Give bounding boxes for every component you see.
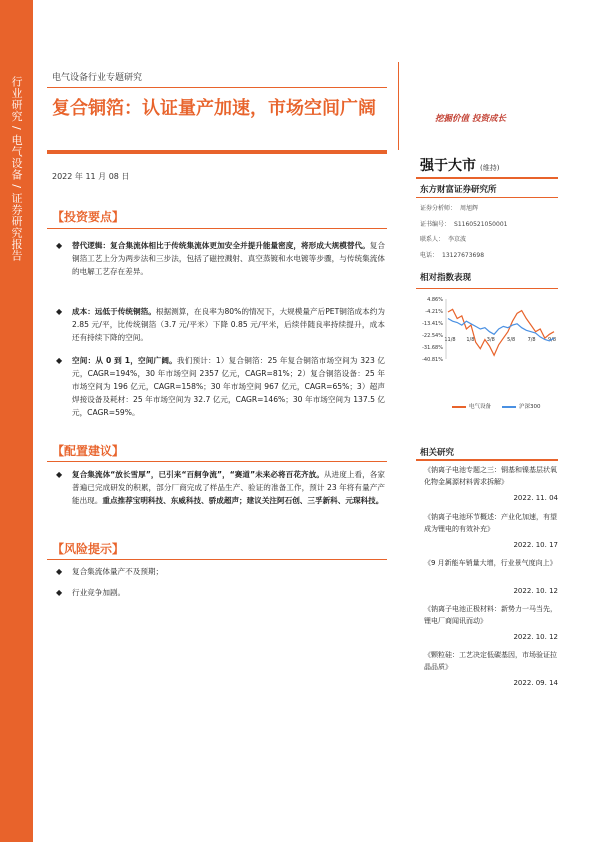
legend-label: 沪深300	[519, 404, 541, 410]
sidebar-band	[0, 0, 33, 842]
related-report-title[interactable]: 《颗粒硅：工艺决定低碳基因，市场验证拉晶品质》	[424, 651, 557, 671]
y-tick-label: -4.21%	[425, 309, 443, 315]
section-divider	[47, 461, 387, 462]
research-institute: 东方财富证券研究所	[420, 185, 497, 195]
legend-swatch	[452, 406, 466, 408]
x-tick-label: 7/8	[527, 337, 536, 343]
x-tick-label: 5/8	[507, 337, 516, 343]
rating-status: (维持)	[480, 164, 500, 172]
related-report-date: 2022. 10. 17	[513, 541, 558, 549]
report-date: 2022 年 11 月 08 日	[52, 172, 130, 181]
legend-item	[502, 402, 541, 410]
related-report-title[interactable]: 《钠离子电池专题之三：铜基和镍基层状氧化物金属源材料需求拆解》	[424, 466, 557, 486]
risk-item: 行业竞争加剧。	[72, 588, 126, 597]
related-report-title[interactable]: 《钠离子电池环节概述：产业化加速，有望成为锂电的有效补充》	[424, 513, 557, 533]
bullet-icon: ◆	[56, 567, 63, 576]
y-tick-label: 4.86%	[427, 297, 443, 303]
related-report-date: 2022. 11. 04	[513, 494, 558, 502]
related-report-title[interactable]: 《9 月新能车销量大增，行业景气度向上》	[424, 559, 557, 567]
header-vertical-divider	[398, 62, 399, 150]
key-point-bold: 替代逻辑：复合集流体相比于传统集流体更加安全并提升能量密度，将形成大规模替代。	[72, 241, 370, 250]
key-point-text: 复合铜箔工艺上分为两步法和三步法，包括了磁控溅射、真空蒸镀和水电镀等步骤，与传统集流体的电解工艺存在差异。	[72, 241, 386, 276]
related-report-date: 2022. 10. 12	[513, 633, 558, 641]
report-category: 电气设备行业专题研究	[52, 73, 143, 83]
sidebar-label: 行业研究 / 电气设备 / 证券研究报告	[10, 76, 23, 262]
related-report-date: 2022. 09. 14	[513, 679, 558, 687]
bullet-icon: ◆	[56, 307, 63, 316]
phone-line	[420, 250, 484, 259]
key-point-cost	[72, 305, 385, 344]
analyst-label: 证券分析师：	[420, 205, 457, 212]
section-config: 【配置建议】	[52, 444, 125, 458]
section-divider	[47, 559, 387, 560]
series-line	[448, 309, 557, 355]
contact-line	[420, 234, 466, 243]
cert-label: 证书编号：	[420, 221, 451, 228]
phone-number: 13127673698	[442, 252, 485, 259]
section-risk: 【风险提示】	[52, 542, 125, 556]
key-point-text: 根据测算，在良率为80%的情况下，大规模量产后PET铜箔成本约为 2.85 元/平，比传统铜箔（3.7 元/平米）下降 0.85 元/平米，后续伴随良率持续提升，成本还有持续下降的空间。	[72, 307, 385, 342]
x-tick-label: 11/8	[444, 337, 456, 343]
y-tick-label: -22.54%	[422, 333, 443, 339]
key-point-bold: 成本：远低于传统铜箔。	[72, 307, 156, 316]
config-text: 从进度上看，各家普遍已完成研发的积累，部分厂商完成了样品生产、验证的准备工作，预计 23 年将有量产产能出现。	[72, 470, 386, 505]
contact-name: 李京波	[448, 236, 467, 243]
cert-number: S1160521050001	[454, 221, 508, 228]
x-tick-label: 1/8	[466, 337, 475, 343]
x-tick-label: 9/8	[547, 337, 557, 343]
key-point-substitution	[72, 239, 385, 278]
title-underline	[47, 150, 387, 154]
config-paragraph	[72, 468, 385, 507]
key-point-text: 我们预计：1）复合铜箔：25 年复合铜箔市场空间为 323 亿元，CAGR=194%，30 年市场空间 2357 亿元，CAGR=81%；2）复合铜箔设备：25 年市场空间为 196 亿元，CAGR=158%；30 年市场空间 967 亿元，CAGR=65%；3）超声焊接设备及耗材：25 年市场空间为 32.7 亿元，CAGR=146%；30 年市场空间为 137.5 亿元，CAGR=59%。	[72, 356, 385, 417]
slogan: 挖掘价值 投资成长	[435, 114, 506, 124]
related-research-title: 相关研究	[420, 448, 455, 458]
bullet-icon: ◆	[56, 588, 63, 597]
key-point-market	[72, 354, 385, 419]
bullet-icon: ◆	[56, 470, 63, 479]
rating-value: 强于大市	[420, 158, 476, 174]
contact-label: 联系人：	[420, 236, 445, 243]
legend-swatch	[502, 406, 516, 408]
rating-divider	[416, 177, 558, 179]
legend-item	[452, 402, 491, 410]
related-report-date: 2022. 10. 12	[513, 587, 558, 595]
related-divider	[416, 459, 558, 461]
section-key-points: 【投资要点】	[52, 210, 125, 224]
performance-divider	[416, 288, 558, 289]
y-tick-label: -31.68%	[422, 345, 443, 351]
related-report-title[interactable]: 《钠离子电池正极材料：新势力一马当先，锂电厂商闻讯而动》	[424, 605, 557, 625]
page-title: 复合铜箔：认证量产加速，市场空间广阔	[52, 98, 376, 119]
y-tick-label: -13.41%	[422, 321, 443, 327]
rating	[420, 155, 499, 175]
relative-performance-chart	[416, 293, 558, 399]
phone-label: 电话：	[420, 252, 439, 259]
org-divider	[416, 197, 558, 198]
config-bold: 复合集流体“放长雪厚”，已引来“百舸争流”，“赛道”未来必将百花齐放。	[72, 470, 324, 479]
analyst-name: 周旭辉	[460, 205, 479, 212]
bullet-icon: ◆	[56, 241, 63, 250]
legend-label: 电气设备	[469, 404, 492, 410]
y-tick-label: -40.81%	[422, 357, 443, 363]
analyst-line	[420, 203, 478, 212]
key-point-bold: 空间：从 0 到 1，空间广阔。	[72, 356, 177, 365]
bullet-icon: ◆	[56, 356, 63, 365]
section-divider	[47, 228, 387, 229]
x-tick-label: 3/8	[486, 337, 495, 343]
risk-item: 复合集流体量产不及预期；	[72, 567, 164, 576]
performance-title: 相对指数表现	[420, 273, 472, 283]
header-divider	[47, 87, 387, 88]
config-recommend: 重点推荐宝明科技、东威科技、骄成超声；建议关注阿石创、三孚新科、元琛科技。	[102, 496, 384, 505]
cert-line	[420, 219, 507, 228]
